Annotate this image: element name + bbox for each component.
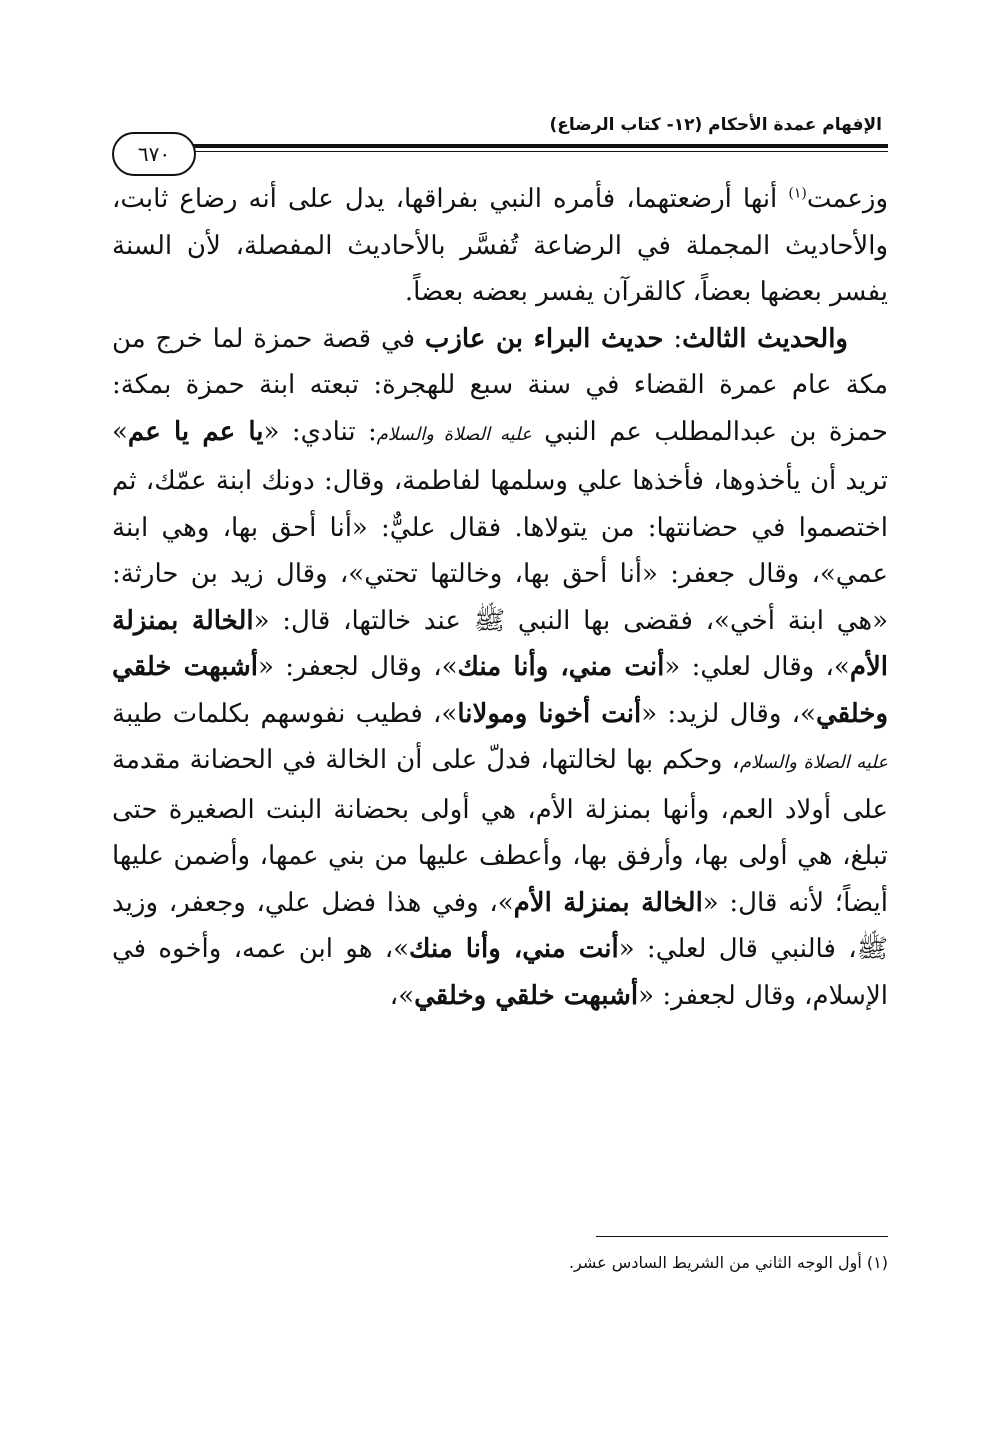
paragraph-2: [112, 316, 888, 1020]
honorific-phrase: عليه الصلاة والسلام: [739, 752, 888, 773]
quote-bold: أشبهت خلقي وخلقي: [112, 652, 888, 729]
running-title: الإفهام عمدة الأحكام (١٢- كتاب الرضاع): [549, 115, 882, 135]
header-rule-thin: [152, 151, 888, 152]
text-run: »،: [389, 980, 415, 1011]
hadith-title: حديث البراء بن عازب: [424, 323, 664, 354]
text-run: : تنادي: «: [263, 416, 377, 447]
text-run: ، وحكم بها لخالتها، فدلّ على أن الخالة في الحضانة مقدمة على أولاد العم، وأنها بمنزلة الأم، هي أولى بحضانة البنت الصغيرة حتى تبلغ، هي أولى بها، وأرفق بها، وأعطف عليها من بني عمها، وأضمن عليها أيضاً؛ لأنه قال: «: [112, 745, 888, 918]
text-run: في قصة حمزة لما خرج من مكة عام عمرة القضاء في سنة سبع للهجرة: تبعته ابنة حمزة بمكة: حمزة بن عبدالمطلب عم النبي: [112, 323, 888, 447]
paragraph-1: [112, 176, 888, 316]
footnote: (١) أول الوجه الثاني من الشريط السادس عشر.: [568, 1253, 888, 1272]
quote-bold: أنت أخونا ومولانا: [457, 698, 642, 729]
quote-bold: الخالة بمنزلة الأم: [112, 605, 888, 682]
header-rule-thick: [152, 144, 888, 148]
honorific-phrase: عليه الصلاة والسلام: [376, 423, 532, 445]
text-run: وزعمت: [806, 184, 888, 214]
text-run: »، وقال لجعفر: «: [258, 652, 458, 682]
body-text: [112, 176, 888, 1019]
quote-bold: أنت مني، وأنا منك: [409, 934, 619, 964]
quote-bold: الخالة بمنزلة الأم: [513, 887, 703, 918]
page-number: ٦٧٠: [112, 132, 196, 176]
section-lead: والحديث الثالث: [682, 323, 848, 354]
text-run: »، وقال لعلي: «: [664, 652, 850, 682]
text-run: »، وفي هذا فضل علي، وجعفر، وزيد ﷺ، فالنبي قال لعلي: «: [112, 887, 888, 964]
text-run: :: [663, 323, 683, 354]
text-run: »، فطيب نفوسهم بكلمات طيبة: [112, 698, 458, 729]
quote-bold: يا عم يا عم: [127, 416, 264, 447]
page-header: [112, 100, 888, 166]
text-run: »، هو ابن عمه، وأخوه في الإسلام، وقال لجعفر: «: [112, 934, 888, 1011]
footnote-separator: [596, 1236, 888, 1237]
text-run: أنها أرضعتهما، فأمره النبي بفراقها، يدل على أنه رضاع ثابت، والأحاديث المجملة في الرضاعة تُفسَّر بالأحاديث المفصلة، لأن السنة يفسر بعضها بعضاً، كالقرآن يفسر بعضه بعضاً.: [112, 184, 888, 307]
quote-bold: أنت مني، وأنا منك: [457, 652, 665, 682]
footnote-reference[interactable]: (١): [788, 185, 807, 202]
text-run: »، وقال لزيد: «: [641, 698, 816, 729]
quote-bold: أشبهت خلقي وخلقي: [414, 980, 639, 1011]
text-run: » تريد أن يأخذوها، فأخذها علي وسلمها لفاطمة، وقال: دونك ابنة عمّك، ثم اختصموا في حضانتها: من يتولاها. فقال عليٌّ: «أنا أحق بها، وهي ابنة عمي»، وقال جعفر: «أنا أحق بها، وخالتها تحتي»، وقال زيد بن حارثة: «هي ابنة أخي»، فقضى بها النبي ﷺ عند خالتها، قال: «: [112, 416, 889, 636]
